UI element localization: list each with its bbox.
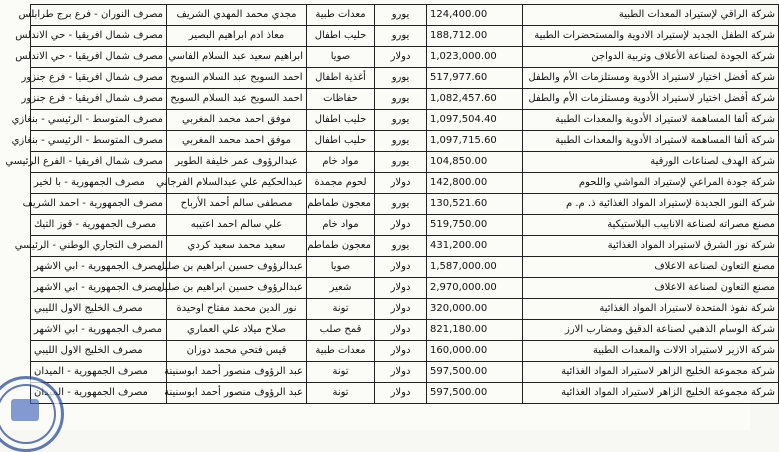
table-row [31, 194, 779, 215]
currency-cell: دولار [375, 257, 427, 278]
bank-cell: مصرف شمال افريقيا - فرع جنزور [31, 68, 167, 89]
currency-cell: دولار [375, 278, 427, 299]
currency-cell: دولار [375, 341, 427, 362]
goods-cell: قمح صلب [307, 320, 375, 341]
representative-cell: معاذ ادم ابراهيم البصير [167, 26, 307, 47]
company-cell: مصنع مصراته لصناعة الانابيب البلاستيكية [523, 215, 779, 236]
currency-cell: يورو [375, 110, 427, 131]
bank-cell: مصرف شمال افريقيا - حي الاندلس [31, 47, 167, 68]
table-row [31, 110, 779, 131]
bank-cell: مصرف المتوسط - الرئيسي - بنغازي [31, 110, 167, 131]
company-cell: شركة نفوذ المتحدة لاستيراد المواد الغذائية [523, 299, 779, 320]
table-row [31, 299, 779, 320]
table-row [31, 257, 779, 278]
bank-cell: مصرف الجمهورية - ابي الاشهر [31, 320, 167, 341]
representative-cell: عبدالرؤوف حسين ابراهيم بن صليل [167, 278, 307, 299]
representative-cell: مجدي محمد المهدي الشريف [167, 5, 307, 26]
table-row [31, 383, 779, 404]
table-row [31, 173, 779, 194]
amount-cell: 2,970,000.00 [427, 278, 523, 299]
bank-cell: مصرف الجمهورية - با لخير [31, 173, 167, 194]
amount-cell: 597,500.00 [427, 362, 523, 383]
currency-cell: دولار [375, 299, 427, 320]
goods-cell: معدات طبية [307, 341, 375, 362]
goods-cell: حليب اطفال [307, 131, 375, 152]
representative-cell: قيس فتحي محمد دوزان [167, 341, 307, 362]
company-cell: شركة الوسام الذهبي لصناعة الدقيق ومضارب الارز [523, 320, 779, 341]
bank-cell: مصرف الجمهورية - الميدان [31, 383, 167, 404]
amount-cell: 519,750.00 [427, 215, 523, 236]
currency-cell: يورو [375, 89, 427, 110]
table-row [31, 278, 779, 299]
amount-cell: 431,200.00 [427, 236, 523, 257]
goods-cell: معجون طماطم [307, 194, 375, 215]
goods-cell: حليب اطفال [307, 26, 375, 47]
company-cell: شركة النور الجديدة لإستيراد المواد الغذائية ذ. م. م [523, 194, 779, 215]
company-cell: شركة نور الشرق لاستيراد المواد الغذائية [523, 236, 779, 257]
bank-cell: مصرف الجمهورية - قوز التيك [31, 215, 167, 236]
amount-cell: 160,000.00 [427, 341, 523, 362]
representative-cell: احمد السويح عبد السلام السويح [167, 68, 307, 89]
amount-cell: 597,500.00 [427, 383, 523, 404]
goods-cell: تونة [307, 383, 375, 404]
representative-cell: عبد الرؤوف منصور أحمد ابوسنينة [167, 362, 307, 383]
goods-cell: مواد خام [307, 152, 375, 173]
bank-cell: مصرف الخليج الاول الليبي [31, 299, 167, 320]
currency-cell: يورو [375, 152, 427, 173]
bank-cell: مصرف النوران - فرع برج طرابلس [31, 5, 167, 26]
amount-cell: 130,521.60 [427, 194, 523, 215]
goods-cell: لحوم مجمدة [307, 173, 375, 194]
company-cell: شركة جودة المراعي لإستيراد المواشي واللحوم [523, 173, 779, 194]
goods-cell: صويا [307, 47, 375, 68]
amount-cell: 320,000.00 [427, 299, 523, 320]
table-row [31, 215, 779, 236]
representative-cell: موفق احمد محمد المغربي [167, 131, 307, 152]
goods-cell: مواد خام [307, 215, 375, 236]
table-row [31, 320, 779, 341]
currency-cell: دولار [375, 215, 427, 236]
representative-cell: عبدالحكيم علي عبدالسلام الفرجاني [167, 173, 307, 194]
representative-cell: نور الدين محمد مفتاح اوحيدة [167, 299, 307, 320]
bank-cell: مصرف الجمهورية - ابي الاشهر [31, 257, 167, 278]
currency-cell: يورو [375, 68, 427, 89]
representative-cell: صلاح ميلاد علي العماري [167, 320, 307, 341]
amount-cell: 1,023,000.00 [427, 47, 523, 68]
amount-cell: 104,850.00 [427, 152, 523, 173]
import-ledger-table [5, 4, 779, 404]
goods-cell: تونة [307, 362, 375, 383]
company-cell: شركة الراقي لإستيراد المعدات الطبية [523, 5, 779, 26]
currency-cell: يورو [375, 194, 427, 215]
representative-cell: علي سالم احمد اعتيبه [167, 215, 307, 236]
representative-cell: عبدالرؤوف عمر خليفة الطوير [167, 152, 307, 173]
amount-cell: 1,587,000.00 [427, 257, 523, 278]
table-row [31, 26, 779, 47]
representative-cell: مصطفى سالم أحمد الأرباح [167, 194, 307, 215]
currency-cell: دولار [375, 362, 427, 383]
company-cell: شركة مجموعة الخليج الزاهر لاستيراد المواد الغذائية [523, 383, 779, 404]
company-cell: شركة ألفا المساهمة لاستيراد الأدوية والمعدات الطبية [523, 110, 779, 131]
goods-cell: أغذية اطفال [307, 68, 375, 89]
table-row [31, 152, 779, 173]
company-cell: شركة الطفل الجديد لإستيراد الادوية والمستحضرات الطبية [523, 26, 779, 47]
amount-cell: 124,400.00 [427, 5, 523, 26]
goods-cell: معدات طبية [307, 5, 375, 26]
currency-cell: دولار [375, 383, 427, 404]
table-row [31, 47, 779, 68]
currency-cell: دولار [375, 47, 427, 68]
bank-cell: مصرف المتوسط - الرئيسي - بنغازي [31, 131, 167, 152]
bank-cell: مصرف شمال افريقيا - الفرع الرئيسي [31, 152, 167, 173]
amount-cell: 1,097,504.40 [427, 110, 523, 131]
representative-cell: عبدالرؤوف حسين ابراهيم بن صليل [167, 257, 307, 278]
table-row [31, 68, 779, 89]
bank-cell: مصرف الجمهورية - ابي الاشهر [31, 278, 167, 299]
currency-cell: يورو [375, 26, 427, 47]
representative-cell: عبد الرؤوف منصور أحمد ابوسنينة [167, 383, 307, 404]
company-cell: شركة مجموعة الخليج الزاهر لاستيراد المواد الغذائية [523, 362, 779, 383]
representative-cell: احمد السويح عبد السلام السويح [167, 89, 307, 110]
amount-cell: 142,800.00 [427, 173, 523, 194]
goods-cell: معجون طماطم [307, 236, 375, 257]
company-cell: شركة أفضل اختيار لاستيراد الأدوية ومستلزمات الأم والطفل [523, 89, 779, 110]
table-row [31, 89, 779, 110]
table-row [31, 341, 779, 362]
representative-cell: سعيد محمد سعيد كردي [167, 236, 307, 257]
goods-cell: تونة [307, 299, 375, 320]
stamp-emblem [11, 399, 39, 421]
table-row [31, 131, 779, 152]
bank-cell: مصرف شمال افريقيا - حي الاندلس [31, 26, 167, 47]
bank-cell: مصرف شمال افريقيا - فرع جنزور [31, 89, 167, 110]
ledger-body [5, 5, 779, 404]
currency-cell: يورو [375, 236, 427, 257]
bank-cell: المصرف التجاري الوطني - الرئيسي [31, 236, 167, 257]
table-row [31, 362, 779, 383]
goods-cell: صويا [307, 257, 375, 278]
company-cell: شركة الجودة لصناعة الأعلاف وتربية الدواجن [523, 47, 779, 68]
representative-cell: ابراهيم سعيد عبد السلام الفاسي [167, 47, 307, 68]
currency-cell: دولار [375, 320, 427, 341]
amount-cell: 517,977.60 [427, 68, 523, 89]
currency-cell: يورو [375, 131, 427, 152]
amount-cell: 821,180.00 [427, 320, 523, 341]
bank-cell: مصرف الجمهورية - احمد الشريف [31, 194, 167, 215]
amount-cell: 1,097,715.60 [427, 131, 523, 152]
company-cell: شركة الازير لاستيراد الالات والمعدات الطبية [523, 341, 779, 362]
company-cell: مصنع التعاون لصناعة الاعلاف [523, 278, 779, 299]
table-row [31, 5, 779, 26]
goods-cell: حليب اطفال [307, 110, 375, 131]
bank-cell: مصرف الجمهورية - الميدان [31, 362, 167, 383]
table-row [31, 236, 779, 257]
company-cell: شركة ألفا المساهمة لاستيراد الأدوية والمعدات الطبية [523, 131, 779, 152]
amount-cell: 1,082,457.60 [427, 89, 523, 110]
goods-cell: حفاظات [307, 89, 375, 110]
company-cell: شركة الهدف لصناعات الورقية [523, 152, 779, 173]
currency-cell: دولار [375, 173, 427, 194]
amount-cell: 188,712.00 [427, 26, 523, 47]
company-cell: مصنع التعاون لصناعة الاعلاف [523, 257, 779, 278]
goods-cell: شعير [307, 278, 375, 299]
representative-cell: موفق احمد محمد المغربي [167, 110, 307, 131]
bank-cell: مصرف الخليج الاول الليبي [31, 341, 167, 362]
company-cell: شركة أفضل اختيار لاستيراد الأدوية ومستلزمات الأم والطفل [523, 68, 779, 89]
currency-cell: يورو [375, 5, 427, 26]
